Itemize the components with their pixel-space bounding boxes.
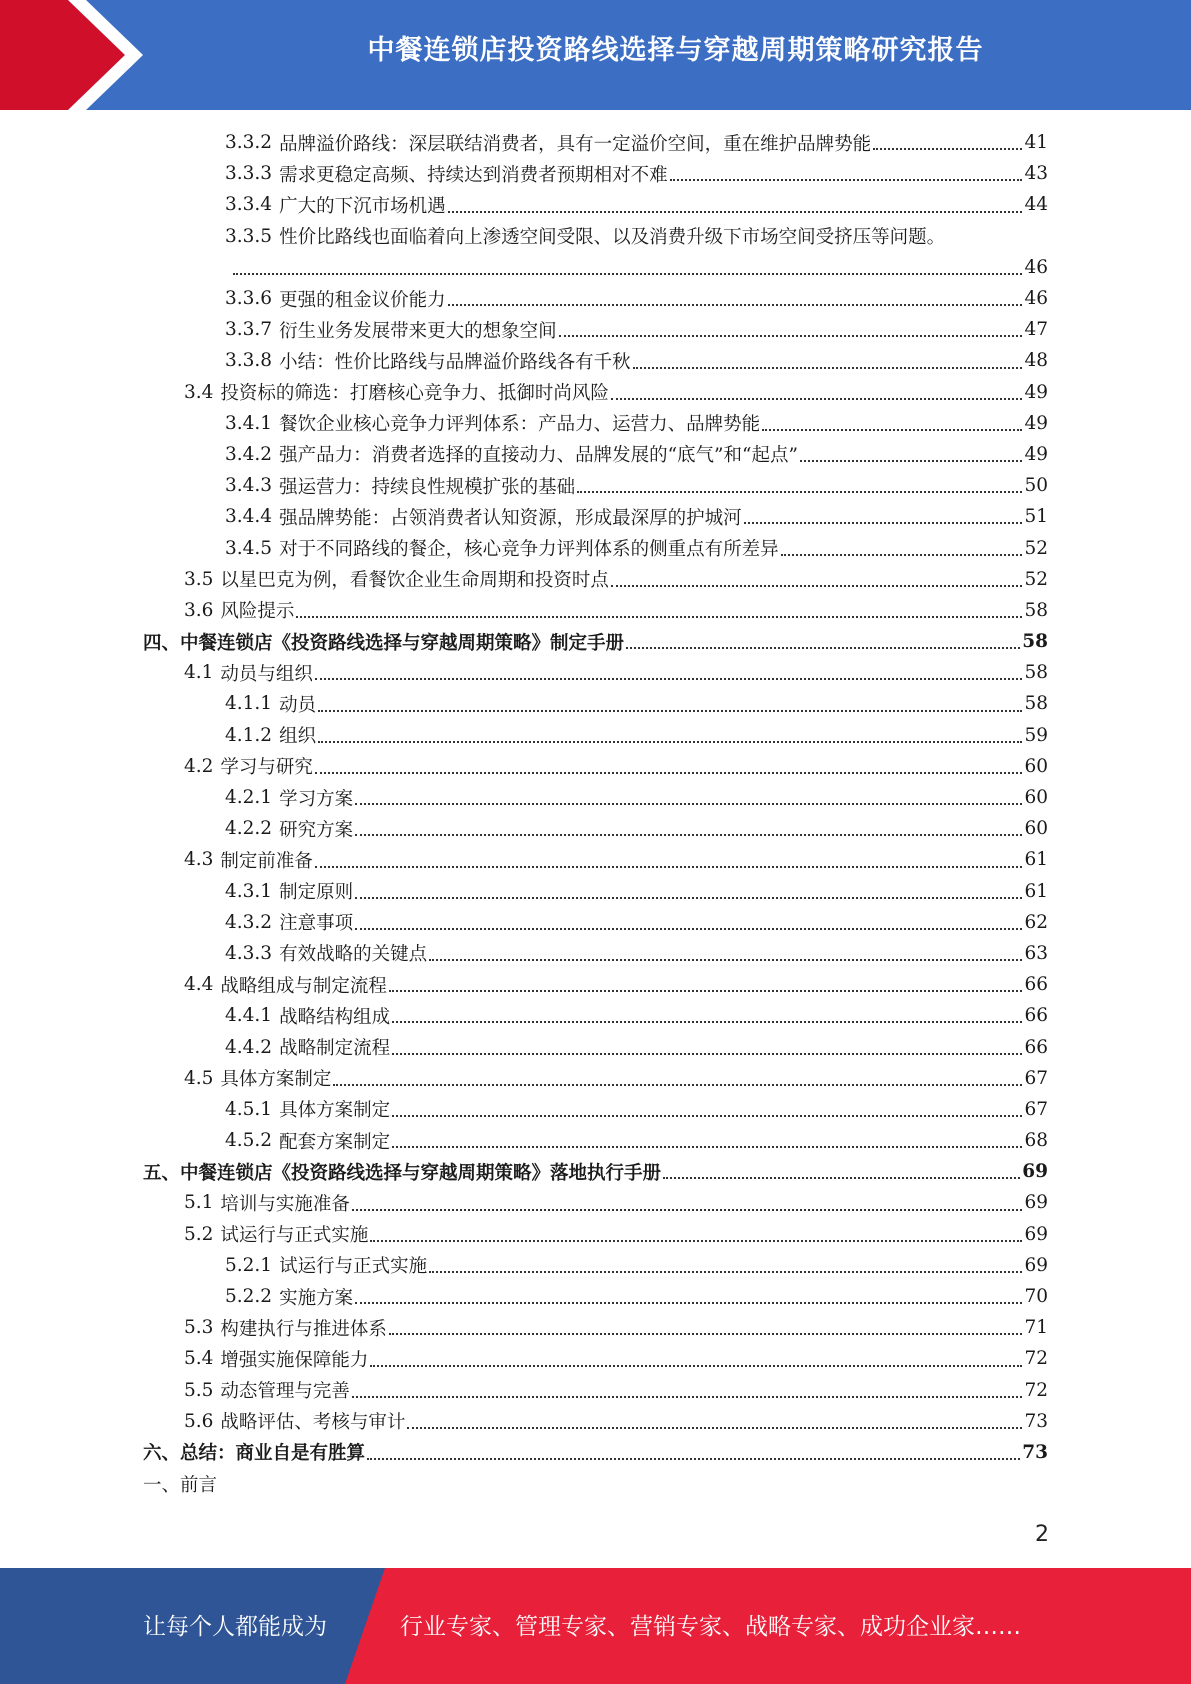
toc-entry-page: 43	[1024, 163, 1048, 185]
toc-entry-page: 46	[1024, 256, 1048, 278]
toc-dot-leader	[407, 1427, 1022, 1429]
toc-dot-leader	[318, 710, 1022, 712]
toc-dot-leader	[781, 554, 1023, 556]
toc-entry[interactable]	[143, 813, 1048, 844]
toc-dot-leader	[389, 1333, 1023, 1335]
toc-entry[interactable]	[143, 408, 1048, 439]
toc-entry-number: 5.1	[184, 1192, 214, 1214]
toc-entry-title: 试运行与正式实施	[279, 1256, 428, 1278]
toc-entry-title: 研究方案	[279, 819, 354, 841]
toc-entry-title: 强品牌势能：占领消费者认知资源，形成最深厚的护城河	[279, 507, 742, 529]
toc-entry[interactable]	[143, 1437, 1048, 1468]
toc-entry-page: 49	[1024, 443, 1048, 465]
toc-entry-number: 4.4	[184, 974, 214, 996]
toc-entry-title: 四、中餐连锁店《投资路线选择与穿越周期策略》制定手册	[143, 632, 625, 654]
toc-entry-page: 61	[1024, 849, 1048, 871]
toc-dot-leader	[355, 1302, 1022, 1304]
toc-entry-page: 69	[1024, 1223, 1048, 1245]
toc-entry-title: 组织	[279, 726, 317, 748]
toc-entry-page: 71	[1024, 1317, 1048, 1339]
toc-entry-number: 3.4.2	[225, 443, 273, 465]
toc-entry-number: 3.3.7	[225, 319, 273, 341]
toc-entry-number: 5.3	[184, 1317, 214, 1339]
toc-entry-number: 3.4.1	[225, 412, 273, 434]
toc-entry-title: 战略组成与制定流程	[220, 975, 387, 997]
toc-entry[interactable]	[143, 283, 1048, 314]
toc-entry-title: 衍生业务发展带来更大的想象空间	[279, 320, 557, 342]
toc-entry[interactable]	[143, 626, 1048, 657]
toc-dot-leader	[448, 304, 1023, 306]
toc-dot-leader	[611, 398, 1023, 400]
toc-entry[interactable]	[143, 439, 1048, 470]
toc-entry-title: 强产品力：消费者选择的直接动力、品牌发展的“底气”和“起点”	[279, 445, 798, 467]
toc-entry-number: 4.2.2	[225, 818, 273, 840]
toc-dot-leader	[670, 179, 1023, 181]
toc-dot-leader	[392, 1146, 1022, 1148]
toc-entry[interactable]	[143, 969, 1048, 1000]
toc-entry-title: 制定前准备	[220, 850, 313, 872]
toc-dot-leader	[296, 616, 1022, 618]
toc-entry-title: 战略制定流程	[279, 1038, 391, 1060]
toc-entry[interactable]	[143, 1094, 1048, 1125]
toc-entry-title: 注意事项	[279, 913, 354, 935]
toc-entry-number: 3.6	[184, 599, 214, 621]
toc-dot-leader	[352, 1209, 1023, 1211]
toc-entry-number: 3.4.3	[225, 475, 273, 497]
toc-entry-number: 5.5	[184, 1379, 214, 1401]
toc-entry-page: 60	[1024, 818, 1048, 840]
toc-dot-leader	[333, 1084, 1022, 1086]
toc-entry[interactable]	[143, 1250, 1048, 1281]
toc-dot-leader	[355, 834, 1022, 836]
toc-entry-page: 58	[1024, 693, 1048, 715]
toc-entry-number: 4.3.3	[225, 942, 273, 964]
toc-entry-title: 战略评估、考核与审计	[220, 1412, 406, 1434]
toc-entry[interactable]	[143, 314, 1048, 345]
toc-dot-leader	[367, 1458, 1020, 1460]
toc-entry-page: 67	[1024, 1098, 1048, 1120]
toc-entry-title: 具体方案制定	[220, 1069, 332, 1091]
toc-entry-title: 配套方案制定	[279, 1131, 391, 1153]
toc-entry-number: 3.3.3	[225, 163, 273, 185]
toc-dot-leader	[315, 866, 1023, 868]
toc-entry-page: 70	[1024, 1286, 1048, 1308]
toc-entry[interactable]	[143, 688, 1048, 719]
toc-entry[interactable]	[143, 1468, 1048, 1499]
header-arrow-decoration	[0, 0, 160, 110]
footer-slogan-right: 行业专家、管理专家、营销专家、战略专家、成功企业家……	[400, 1614, 1021, 1640]
toc-entry-page: 47	[1024, 319, 1048, 341]
toc-entry-number: 5.2	[184, 1223, 214, 1245]
toc-dot-leader	[392, 1021, 1022, 1023]
toc-entry-number: 4.2	[184, 755, 214, 777]
toc-dot-leader	[370, 1365, 1022, 1367]
toc-entry-title: 风险提示	[220, 601, 295, 623]
toc-entry-title: 小结：性价比路线与品牌溢价路线各有千秋	[279, 351, 631, 373]
toc-dot-leader	[577, 491, 1022, 493]
toc-entry-number: 3.3.8	[225, 350, 273, 372]
toc-entry[interactable]	[143, 377, 1048, 408]
footer-slogan-left: 让每个人都能成为	[143, 1614, 327, 1640]
toc-dot-leader	[663, 1177, 1020, 1179]
toc-entry-title: 试运行与正式实施	[220, 1225, 369, 1247]
toc-entry[interactable]	[143, 938, 1048, 969]
toc-entry-number: 3.3.6	[225, 288, 273, 310]
toc-entry-number: 5.2.1	[225, 1254, 273, 1276]
toc-entry-title: 制定原则	[279, 882, 354, 904]
toc-entry[interactable]	[143, 1000, 1048, 1031]
page-header	[0, 0, 1191, 110]
toc-entry-title: 动员与组织	[220, 663, 313, 685]
toc-entry-title: 投资标的筛选：打磨核心竞争力、抵御时尚风险	[220, 383, 609, 405]
toc-entry-number: 4.1.2	[225, 724, 273, 746]
toc-entry-page: 66	[1024, 1005, 1048, 1027]
toc-dot-leader	[315, 772, 1023, 774]
toc-entry[interactable]	[143, 595, 1048, 626]
toc-dot-leader	[762, 429, 1022, 431]
toc-entry-number: 4.1.1	[225, 693, 273, 715]
toc-entry-number: 3.4	[184, 381, 214, 403]
toc-entry-page: 67	[1024, 1067, 1048, 1089]
toc-dot-leader	[233, 273, 1022, 275]
toc-entry[interactable]	[143, 751, 1048, 782]
toc-entry-page: 50	[1024, 475, 1048, 497]
toc-entry-title: 动员	[279, 694, 317, 716]
toc-entry-page: 62	[1024, 911, 1048, 933]
toc-entry-number: 5.6	[184, 1410, 214, 1432]
toc-entry-number: 3.4.5	[225, 537, 273, 559]
toc-entry[interactable]	[143, 844, 1048, 875]
page-footer	[0, 1568, 1191, 1684]
toc-entry-page: 48	[1024, 350, 1048, 372]
toc-entry[interactable]	[143, 532, 1048, 563]
toc-entry[interactable]	[143, 470, 1048, 501]
toc-entry-page: 59	[1024, 724, 1048, 746]
toc-entry[interactable]	[143, 876, 1048, 907]
toc-dot-leader	[370, 1240, 1022, 1242]
toc-entry-title: 五、中餐连锁店《投资路线选择与穿越周期策略》落地执行手册	[143, 1162, 662, 1184]
toc-entry[interactable]	[143, 720, 1048, 751]
report-title: 中餐连锁店投资路线选择与穿越周期策略研究报告	[367, 35, 984, 66]
toc-entry-page: 73	[1024, 1410, 1048, 1432]
toc-dot-leader	[448, 211, 1023, 213]
toc-entry[interactable]	[143, 1281, 1048, 1312]
toc-entry-title: 餐饮企业核心竞争力评判体系：产品力、运营力、品牌势能	[279, 414, 761, 436]
toc-entry-title: 战略结构组成	[279, 1006, 391, 1028]
toc-entry[interactable]	[143, 1343, 1048, 1374]
toc-entry[interactable]	[143, 1312, 1048, 1343]
toc-entry-title: 具体方案制定	[279, 1100, 391, 1122]
toc-dot-leader	[352, 1396, 1023, 1398]
toc-entry[interactable]	[143, 252, 1048, 283]
toc-dot-leader	[744, 522, 1023, 524]
toc-entry-number: 3.4.4	[225, 506, 273, 528]
toc-entry-page: 66	[1024, 1036, 1048, 1058]
toc-entry-title: 实施方案	[279, 1287, 354, 1309]
toc-entry-number: 4.1	[184, 662, 214, 684]
toc-entry-page: 52	[1024, 537, 1048, 559]
toc-entry-number: 4.5	[184, 1067, 214, 1089]
toc-entry-page: 61	[1024, 880, 1048, 902]
toc-dot-leader	[800, 460, 1023, 462]
toc-entry-number: 3.3.5	[225, 225, 273, 247]
table-of-contents	[143, 127, 1048, 1499]
toc-entry[interactable]	[143, 564, 1048, 595]
toc-entry-number: 3.5	[184, 568, 214, 590]
toc-entry-page: 66	[1024, 974, 1048, 996]
toc-entry-number: 3.3.2	[225, 132, 273, 154]
toc-dot-leader	[611, 585, 1023, 587]
toc-entry-title: 学习方案	[279, 788, 354, 810]
toc-entry-page: 68	[1024, 1130, 1048, 1152]
toc-entry-page: 60	[1024, 787, 1048, 809]
toc-entry-page: 51	[1024, 506, 1048, 528]
toc-entry[interactable]	[143, 1406, 1048, 1437]
toc-entry-page: 58	[1024, 599, 1048, 621]
toc-dot-leader	[389, 990, 1023, 992]
toc-dot-leader	[318, 741, 1022, 743]
toc-entry-number: 4.4.1	[225, 1005, 273, 1027]
toc-entry-number: 4.2.1	[225, 787, 273, 809]
toc-entry[interactable]	[143, 907, 1048, 938]
toc-entry-title: 有效战略的关键点	[279, 944, 428, 966]
toc-entry-page: 73	[1022, 1441, 1048, 1463]
page-number: 2	[1035, 1522, 1049, 1547]
toc-entry-page: 49	[1024, 412, 1048, 434]
toc-entry[interactable]	[143, 657, 1048, 688]
toc-entry-title: 广大的下沉市场机遇	[279, 195, 446, 217]
toc-dot-leader	[429, 959, 1022, 961]
toc-dot-leader	[429, 1271, 1022, 1273]
toc-entry-page: 72	[1024, 1348, 1048, 1370]
toc-entry-title: 动态管理与完善	[220, 1381, 350, 1403]
toc-entry-number: 4.3.1	[225, 880, 273, 902]
toc-entry-title: 增强实施保障能力	[220, 1349, 369, 1371]
toc-dot-leader	[355, 897, 1022, 899]
toc-dot-leader	[355, 928, 1022, 930]
toc-entry-page: 46	[1024, 288, 1048, 310]
toc-entry-page: 58	[1022, 631, 1048, 653]
toc-entry-title: 性价比路线也面临着向上渗透空间受限、以及消费升级下市场空间受挤压等问题。	[279, 227, 946, 249]
toc-dot-leader	[559, 335, 1023, 337]
toc-dot-leader	[392, 1115, 1022, 1117]
toc-dot-leader	[315, 678, 1023, 680]
toc-entry-title: 需求更稳定高频、持续达到消费者预期相对不难	[279, 164, 668, 186]
toc-entry-title: 对于不同路线的餐企，核心竞争力评判体系的侧重点有所差异	[279, 539, 779, 561]
toc-entry-page: 58	[1024, 662, 1048, 684]
toc-entry-number: 4.3.2	[225, 911, 273, 933]
toc-entry-number: 4.4.2	[225, 1036, 273, 1058]
toc-dot-leader	[355, 803, 1022, 805]
toc-entry-number: 3.3.4	[225, 194, 273, 216]
toc-entry-title: 学习与研究	[220, 757, 313, 779]
toc-entry-title: 培训与实施准备	[220, 1193, 350, 1215]
toc-entry[interactable]	[143, 1375, 1048, 1406]
toc-entry-number: 5.2.2	[225, 1286, 273, 1308]
toc-entry[interactable]	[143, 345, 1048, 376]
toc-entry-number: 4.5.1	[225, 1098, 273, 1120]
toc-entry[interactable]	[143, 1063, 1048, 1094]
toc-entry-page: 69	[1022, 1161, 1048, 1183]
toc-dot-leader	[626, 647, 1020, 649]
toc-entry-number: 5.4	[184, 1348, 214, 1370]
toc-entry[interactable]	[143, 1187, 1048, 1218]
toc-entry-page: 72	[1024, 1379, 1048, 1401]
toc-entry-title: 更强的租金议价能力	[279, 289, 446, 311]
toc-entry[interactable]	[143, 1219, 1048, 1250]
toc-entry[interactable]	[143, 1156, 1048, 1187]
toc-entry-page: 69	[1024, 1254, 1048, 1276]
toc-entry[interactable]	[143, 189, 1048, 220]
toc-entry-page: 63	[1024, 942, 1048, 964]
toc-entry-title: 构建执行与推进体系	[220, 1318, 387, 1340]
toc-dot-leader	[873, 148, 1022, 150]
toc-entry[interactable]	[143, 1125, 1048, 1156]
toc-entry-page: 60	[1024, 755, 1048, 777]
toc-entry-page: 41	[1024, 132, 1048, 154]
toc-entry[interactable]	[143, 221, 1048, 252]
toc-entry[interactable]	[143, 158, 1048, 189]
toc-entry-title: 以星巴克为例，看餐饮企业生命周期和投资时点	[220, 570, 609, 592]
toc-entry[interactable]	[143, 782, 1048, 813]
toc-entry[interactable]	[143, 501, 1048, 532]
toc-dot-leader	[392, 1053, 1022, 1055]
toc-entry-number: 4.5.2	[225, 1130, 273, 1152]
toc-entry-title: 强运营力：持续良性规模扩张的基础	[279, 476, 576, 498]
toc-entry-title: 六、总结：商业自是有胜算	[143, 1443, 366, 1465]
toc-entry-page: 52	[1024, 568, 1048, 590]
toc-entry-title: 一、前言	[143, 1474, 218, 1496]
toc-entry-number: 4.3	[184, 849, 214, 871]
toc-entry[interactable]	[143, 127, 1048, 158]
toc-entry-title: 品牌溢价路线：深层联结消费者，具有一定溢价空间，重在维护品牌势能	[279, 133, 872, 155]
toc-dot-leader	[633, 367, 1023, 369]
toc-entry[interactable]	[143, 1031, 1048, 1062]
toc-entry-page: 44	[1024, 194, 1048, 216]
toc-entry-page: 49	[1024, 381, 1048, 403]
toc-entry-page: 69	[1024, 1192, 1048, 1214]
